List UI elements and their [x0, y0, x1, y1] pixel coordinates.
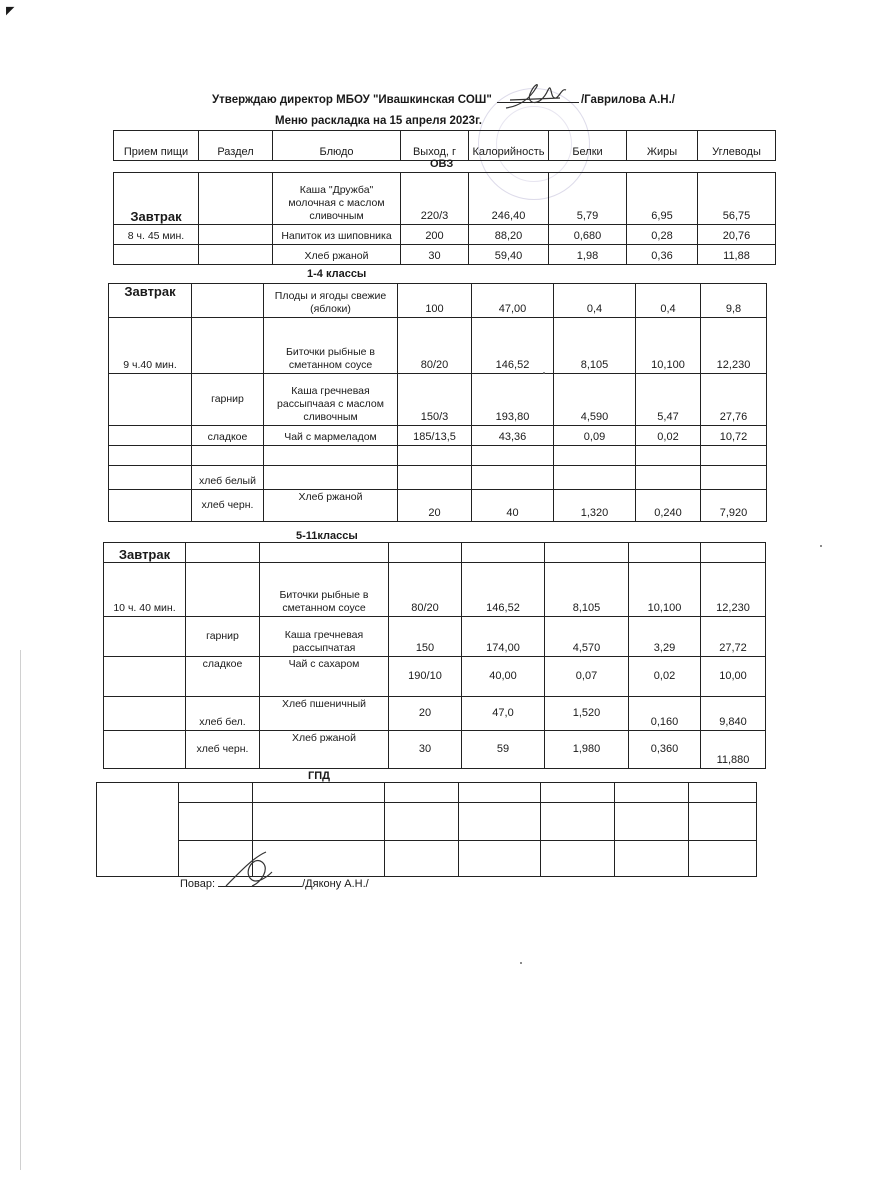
row-calories: 40 — [472, 490, 554, 522]
table-row — [104, 657, 766, 697]
table-row — [104, 617, 766, 657]
row-fat: 0,02 — [636, 426, 701, 446]
row-yield — [398, 466, 472, 490]
row-yield: 30 — [389, 731, 462, 769]
col-header-yield: Выход, г — [401, 131, 469, 161]
table-row — [109, 318, 767, 374]
empty-cell — [689, 783, 757, 803]
row-fat: 3,29 — [629, 617, 701, 657]
grades-1-4-table — [108, 283, 767, 522]
empty-cell — [104, 657, 186, 697]
row-section: гарнир — [192, 374, 264, 426]
col-header-fat: Жиры — [627, 131, 698, 161]
row-protein: 5,79 — [549, 173, 627, 225]
empty-cell — [615, 783, 689, 803]
empty-cell — [104, 617, 186, 657]
cook-signature — [222, 846, 282, 892]
table-row — [97, 841, 757, 877]
row-protein — [554, 446, 636, 466]
approval-text: Утверждаю директор МБОУ "Ивашкинская СОШ" — [212, 94, 492, 106]
row-dish: Хлеб пшеничный — [260, 697, 389, 731]
row-section — [199, 245, 273, 265]
col-header-calories: Калорийность — [469, 131, 549, 161]
row-protein — [554, 466, 636, 490]
row-dish: Биточки рыбные в сметанном соусе — [260, 563, 389, 617]
empty-cell — [186, 543, 260, 563]
scan-corner-mark: ◤ — [6, 5, 15, 17]
row-protein: 0,09 — [554, 426, 636, 446]
table-row — [104, 543, 766, 563]
row-section: хлеб белый — [192, 466, 264, 490]
row-section — [199, 225, 273, 245]
row-calories: 43,36 — [472, 426, 554, 446]
meal-name: Завтрак — [104, 543, 186, 563]
section-title-gpd: ГПД — [308, 770, 330, 782]
row-yield: 80/20 — [389, 563, 462, 617]
row-calories: 146,52 — [472, 318, 554, 374]
row-carbs: 20,76 — [698, 225, 776, 245]
scan-edge-line — [20, 650, 21, 1170]
row-carbs: 11,88 — [698, 245, 776, 265]
table-row — [104, 731, 766, 769]
row-protein: 0,680 — [549, 225, 627, 245]
row-protein: 8,105 — [545, 563, 629, 617]
row-calories: 59 — [462, 731, 545, 769]
row-section: гарнир — [186, 617, 260, 657]
row-carbs: 9,8 — [701, 284, 767, 318]
table-row — [114, 173, 776, 225]
col-header-carbs: Углеводы — [698, 131, 776, 161]
row-dish: Биточки рыбные в сметанном соусе — [264, 318, 398, 374]
meal-time: 8 ч. 45 мин. — [114, 225, 199, 245]
empty-cell — [629, 543, 701, 563]
row-carbs: 12,230 — [701, 318, 767, 374]
empty-cell — [689, 841, 757, 877]
meal-name: Завтрак — [114, 173, 199, 225]
empty-cell — [114, 245, 199, 265]
row-section — [192, 284, 264, 318]
row-calories: 47,00 — [472, 284, 554, 318]
row-yield: 20 — [389, 697, 462, 731]
empty-cell — [253, 803, 385, 841]
empty-cell — [541, 783, 615, 803]
empty-cell — [253, 783, 385, 803]
row-fat — [636, 446, 701, 466]
empty-cell — [385, 803, 459, 841]
row-calories: 193,80 — [472, 374, 554, 426]
empty-cell — [389, 543, 462, 563]
row-dish — [264, 446, 398, 466]
row-protein: 4,590 — [554, 374, 636, 426]
cook-label: Повар: — [180, 878, 216, 890]
row-section — [186, 563, 260, 617]
empty-cell — [385, 783, 459, 803]
col-header-dish: Блюдо — [273, 131, 401, 161]
row-dish — [264, 466, 398, 490]
empty-cell — [109, 426, 192, 446]
row-fat: 0,36 — [627, 245, 698, 265]
row-section — [192, 318, 264, 374]
row-calories: 246,40 — [469, 173, 549, 225]
row-fat: 0,28 — [627, 225, 698, 245]
row-dish: Хлеб ржаной — [264, 490, 398, 522]
empty-cell — [615, 841, 689, 877]
row-yield: 220/3 — [401, 173, 469, 225]
empty-cell — [462, 543, 545, 563]
row-dish: Плоды и ягоды свежие (яблоки) — [264, 284, 398, 318]
row-fat — [636, 466, 701, 490]
row-carbs — [701, 446, 767, 466]
row-protein: 8,105 — [554, 318, 636, 374]
row-section: сладкое — [186, 657, 260, 697]
row-calories: 47,0 — [462, 697, 545, 731]
row-calories — [472, 466, 554, 490]
row-dish: Каша гречневая рассыпчаая с маслом сливочным — [264, 374, 398, 426]
table-row — [97, 783, 757, 803]
row-carbs: 7,920 — [701, 490, 767, 522]
empty-cell — [179, 783, 253, 803]
row-dish: Чай с мармеладом — [264, 426, 398, 446]
empty-cell — [109, 466, 192, 490]
row-dish: Каша "Дружба" молочная с маслом сливочным — [273, 173, 401, 225]
row-yield: 150/3 — [398, 374, 472, 426]
row-carbs: 56,75 — [698, 173, 776, 225]
empty-cell — [615, 803, 689, 841]
col-header-section: Раздел — [199, 131, 273, 161]
empty-cell — [104, 697, 186, 731]
table-row — [109, 284, 767, 318]
row-dish: Хлеб ржаной — [273, 245, 401, 265]
row-fat: 0,360 — [629, 731, 701, 769]
empty-cell — [459, 803, 541, 841]
row-carbs: 9,840 — [701, 697, 766, 731]
row-yield: 20 — [398, 490, 472, 522]
row-section: хлеб бел. — [186, 697, 260, 731]
row-yield — [398, 446, 472, 466]
row-protein: 1,98 — [549, 245, 627, 265]
empty-cell — [541, 841, 615, 877]
table-row — [104, 563, 766, 617]
scan-speck — [520, 962, 522, 964]
empty-cell — [109, 490, 192, 522]
empty-cell — [97, 783, 179, 877]
row-protein: 1,980 — [545, 731, 629, 769]
empty-cell — [689, 803, 757, 841]
row-yield: 150 — [389, 617, 462, 657]
row-yield: 100 — [398, 284, 472, 318]
ovz-table — [113, 172, 776, 265]
empty-cell — [701, 543, 766, 563]
row-calories: 146,52 — [462, 563, 545, 617]
gpd-table — [96, 782, 757, 877]
empty-cell — [260, 543, 389, 563]
row-calories — [472, 446, 554, 466]
row-yield: 190/10 — [389, 657, 462, 697]
meal-time: 10 ч. 40 мин. — [104, 563, 186, 617]
empty-cell — [541, 803, 615, 841]
row-carbs: 10,00 — [701, 657, 766, 697]
row-fat: 10,100 — [636, 318, 701, 374]
table-row — [109, 426, 767, 446]
row-protein: 0,4 — [554, 284, 636, 318]
section-title-ovz: ОВЗ — [430, 158, 454, 170]
row-section: сладкое — [192, 426, 264, 446]
table-row — [104, 697, 766, 731]
cook-name: /Дякону А.Н./ — [302, 878, 369, 890]
col-header-protein: Белки — [549, 131, 627, 161]
row-protein: 4,570 — [545, 617, 629, 657]
row-protein: 1,520 — [545, 697, 629, 731]
director-signature — [500, 78, 580, 118]
empty-cell — [459, 783, 541, 803]
table-row — [114, 245, 776, 265]
row-dish: Хлеб ржаной — [260, 731, 389, 769]
table-row — [97, 803, 757, 841]
row-fat: 10,100 — [629, 563, 701, 617]
row-section: хлеб черн. — [192, 490, 264, 522]
row-carbs: 10,72 — [701, 426, 767, 446]
row-fat: 0,240 — [636, 490, 701, 522]
empty-cell — [545, 543, 629, 563]
meal-name: Завтрак — [109, 284, 192, 318]
table-row — [114, 225, 776, 245]
row-protein: 0,07 — [545, 657, 629, 697]
row-fat: 0,160 — [629, 697, 701, 731]
row-carbs — [701, 466, 767, 490]
empty-cell — [109, 446, 192, 466]
row-fat: 0,02 — [629, 657, 701, 697]
table-row — [109, 446, 767, 466]
row-carbs: 27,72 — [701, 617, 766, 657]
table-row — [109, 490, 767, 522]
section-title-grades-1-4: 1-4 классы — [307, 268, 367, 280]
row-calories: 40,00 — [462, 657, 545, 697]
col-header-meal: Прием пищи — [114, 131, 199, 161]
scan-speck — [543, 372, 545, 374]
row-dish: Чай с сахаром — [260, 657, 389, 697]
row-section — [199, 173, 273, 225]
row-fat: 0,4 — [636, 284, 701, 318]
row-yield: 30 — [401, 245, 469, 265]
grades-5-11-table — [103, 542, 766, 769]
empty-cell — [385, 841, 459, 877]
row-yield: 200 — [401, 225, 469, 245]
meal-time: 9 ч.40 мин. — [109, 318, 192, 374]
row-carbs: 12,230 — [701, 563, 766, 617]
row-fat: 6,95 — [627, 173, 698, 225]
row-fat: 5,47 — [636, 374, 701, 426]
empty-cell — [109, 374, 192, 426]
table-row — [109, 374, 767, 426]
row-yield: 185/13,5 — [398, 426, 472, 446]
column-header-table — [113, 130, 776, 161]
row-calories: 59,40 — [469, 245, 549, 265]
page-subtitle: Меню раскладка на 15 апреля 2023г. — [275, 115, 482, 127]
empty-cell — [179, 803, 253, 841]
section-title-grades-5-11: 5-11классы — [296, 530, 358, 542]
approval-line — [212, 92, 675, 106]
row-carbs: 27,76 — [701, 374, 767, 426]
row-dish: Каша гречневая рассыпчатая — [260, 617, 389, 657]
row-calories: 88,20 — [469, 225, 549, 245]
empty-cell — [104, 731, 186, 769]
row-protein: 1,320 — [554, 490, 636, 522]
director-name: /Гаврилова А.Н./ — [580, 94, 675, 106]
row-carbs: 11,880 — [701, 731, 766, 769]
row-dish: Напиток из шиповника — [273, 225, 401, 245]
empty-cell — [459, 841, 541, 877]
table-row — [109, 466, 767, 490]
row-yield: 80/20 — [398, 318, 472, 374]
scan-speck — [820, 545, 822, 547]
row-calories: 174,00 — [462, 617, 545, 657]
row-section: хлеб черн. — [186, 731, 260, 769]
row-section — [192, 446, 264, 466]
